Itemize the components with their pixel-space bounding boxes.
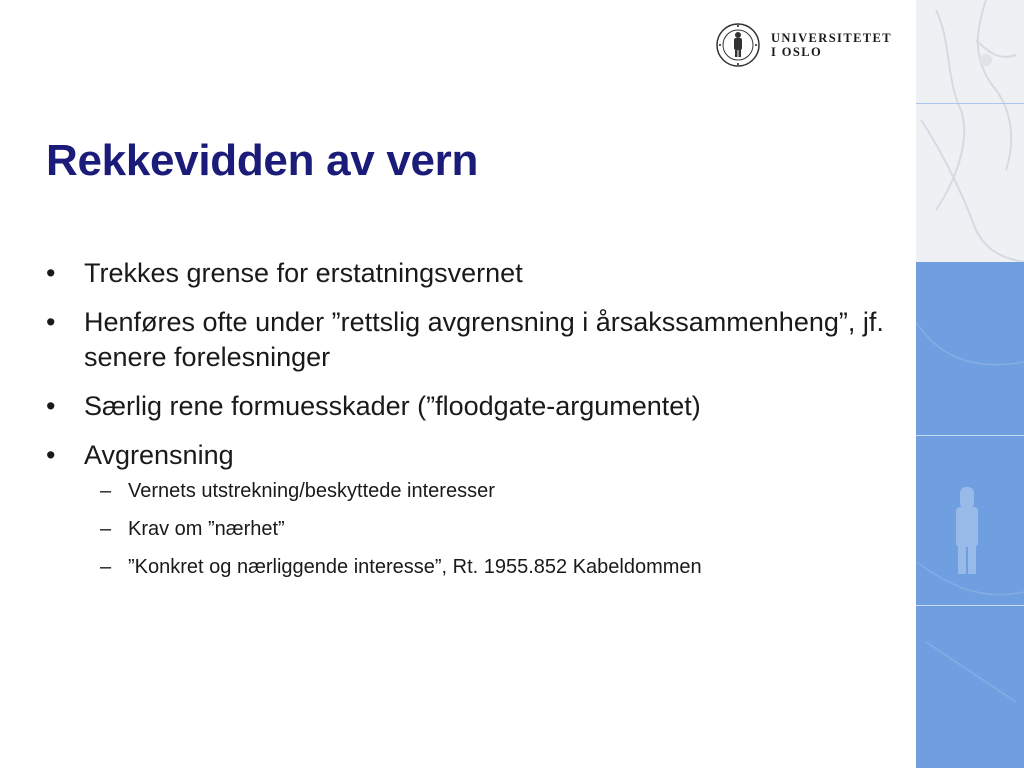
logo-line-2: I OSLO	[771, 45, 823, 59]
bullet-item	[46, 389, 906, 424]
bullet-item	[46, 305, 906, 375]
bullet-text: Trekkes grense for erstatningsvernet	[84, 258, 523, 288]
sub-bullet-item	[46, 479, 906, 503]
side-band-top	[916, 0, 1024, 262]
bullet-item	[46, 256, 906, 291]
sub-bullet-list	[46, 479, 906, 579]
band-divider	[916, 605, 1024, 606]
university-logo	[715, 22, 905, 70]
statue-illustration-icon	[916, 0, 1024, 262]
decorative-side-band	[916, 0, 1024, 768]
sub-bullet-text: Krav om ”nærhet”	[128, 518, 285, 540]
bullet-marker: •	[46, 391, 56, 421]
bullet-marker: •	[46, 307, 56, 337]
dash-marker: –	[100, 556, 112, 578]
bullet-item	[46, 438, 906, 473]
band-divider	[916, 103, 1024, 104]
logo-wordmark	[771, 31, 892, 59]
slide-title: Rekkevidden av vern	[46, 136, 479, 185]
logo-line-1: UNIVERSITETET	[771, 31, 893, 45]
sub-bullet-text: Vernets utstrekning/beskyttede interesser	[128, 480, 495, 502]
bullet-list	[46, 256, 906, 593]
band-divider	[916, 435, 1024, 436]
bullet-marker: •	[46, 440, 56, 470]
bullet-marker: •	[46, 258, 56, 288]
figure-silhouette-icon	[916, 262, 1024, 768]
university-seal-icon	[715, 22, 761, 68]
dash-marker: –	[100, 480, 112, 502]
bullet-text: Henføres ofte under ”rettslig avgrensning i årsakssammenheng”, jf. senere forelesninger	[84, 307, 884, 372]
side-band-bottom	[916, 262, 1024, 768]
dash-marker: –	[100, 518, 112, 540]
sub-bullet-group	[46, 479, 906, 579]
sub-bullet-text: ”Konkret og nærliggende interesse”, Rt. 1955.852 Kabeldommen	[128, 556, 702, 578]
sub-bullet-item	[46, 555, 906, 579]
bullet-text: Særlig rene formuesskader (”floodgate-argumentet)	[84, 391, 701, 421]
sub-bullet-item	[46, 517, 906, 541]
bullet-text: Avgrensning	[84, 440, 234, 470]
